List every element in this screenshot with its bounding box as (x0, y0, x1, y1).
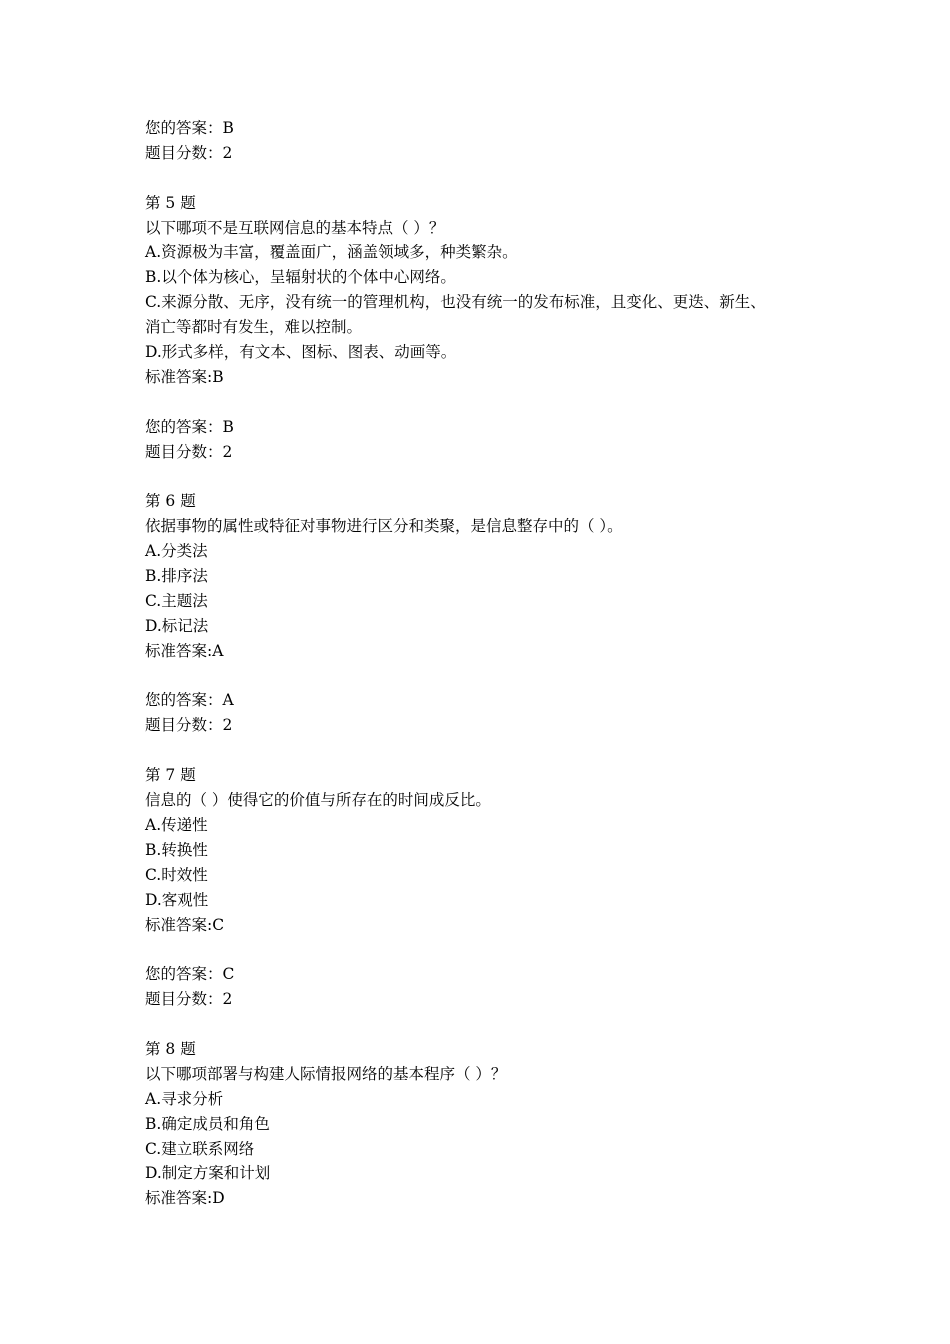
document-page (145, 116, 845, 1211)
spacer (145, 464, 845, 489)
option-c: C.时效性 (145, 865, 208, 884)
option-d: D.客观性 (145, 890, 209, 909)
question-stem: 以下哪项不是互联网信息的基本特点（ ）？ (145, 218, 445, 237)
question-score: 题目分数：2 (145, 442, 233, 461)
spacer (145, 390, 845, 415)
option-a: A.分类法 (145, 542, 208, 561)
spacer (145, 738, 845, 763)
option-a: A.寻求分析 (145, 1089, 224, 1108)
spacer (145, 937, 845, 962)
question-score: 题目分数：2 (145, 716, 233, 735)
option-c: C.建立联系网络 (145, 1139, 255, 1158)
question-stem: 以下哪项部署与构建人际情报网络的基本程序（ ）？ (145, 1064, 507, 1083)
spacer (145, 166, 845, 191)
option-b: B.转换性 (145, 840, 208, 859)
question-number: 第 8 题 (145, 1039, 196, 1058)
option-d: D.形式多样，有文本、图标、图表、动画等。 (145, 343, 457, 362)
spacer (145, 664, 845, 689)
option-d: D.标记法 (145, 616, 209, 635)
question-score: 题目分数：2 (145, 143, 233, 162)
option-c: C.来源分散、无序，没有统一的管理机构，也没有统一的发布标准，且变化、更迭、新生、 (145, 293, 766, 312)
your-answer: 您的答案：B (145, 417, 234, 436)
option-c-continued: 消亡等都时有发生，难以控制。 (145, 318, 363, 337)
your-answer: 您的答案：A (145, 691, 234, 710)
standard-answer: 标准答案:C (145, 915, 225, 934)
your-answer: 您的答案：B (145, 119, 234, 137)
option-c: C.主题法 (145, 591, 208, 610)
standard-answer: 标准答案:B (145, 367, 224, 386)
option-a: A.传递性 (145, 815, 208, 834)
spacer (145, 1012, 845, 1037)
question-score: 题目分数：2 (145, 990, 233, 1009)
question-stem: 依据事物的属性或特征对事物进行区分和类聚，是信息整存中的（ ）。 (145, 517, 623, 536)
standard-answer: 标准答案:A (145, 641, 224, 660)
your-answer: 您的答案：C (145, 965, 235, 984)
question-number: 第 7 题 (145, 766, 196, 785)
option-b: B.确定成员和角色 (145, 1114, 270, 1133)
option-b: B.以个体为核心，呈辐射状的个体中心网络。 (145, 268, 456, 287)
option-a: A.资源极为丰富，覆盖面广，涵盖领域多，种类繁杂。 (145, 243, 518, 262)
question-stem: 信息的（ ）使得它的价值与所存在的时间成反比。 (145, 791, 491, 810)
option-b: B.排序法 (145, 567, 208, 586)
standard-answer: 标准答案:D (145, 1189, 225, 1208)
question-number: 第 6 题 (145, 492, 196, 511)
question-number: 第 5 题 (145, 193, 196, 212)
option-d: D.制定方案和计划 (145, 1164, 271, 1183)
